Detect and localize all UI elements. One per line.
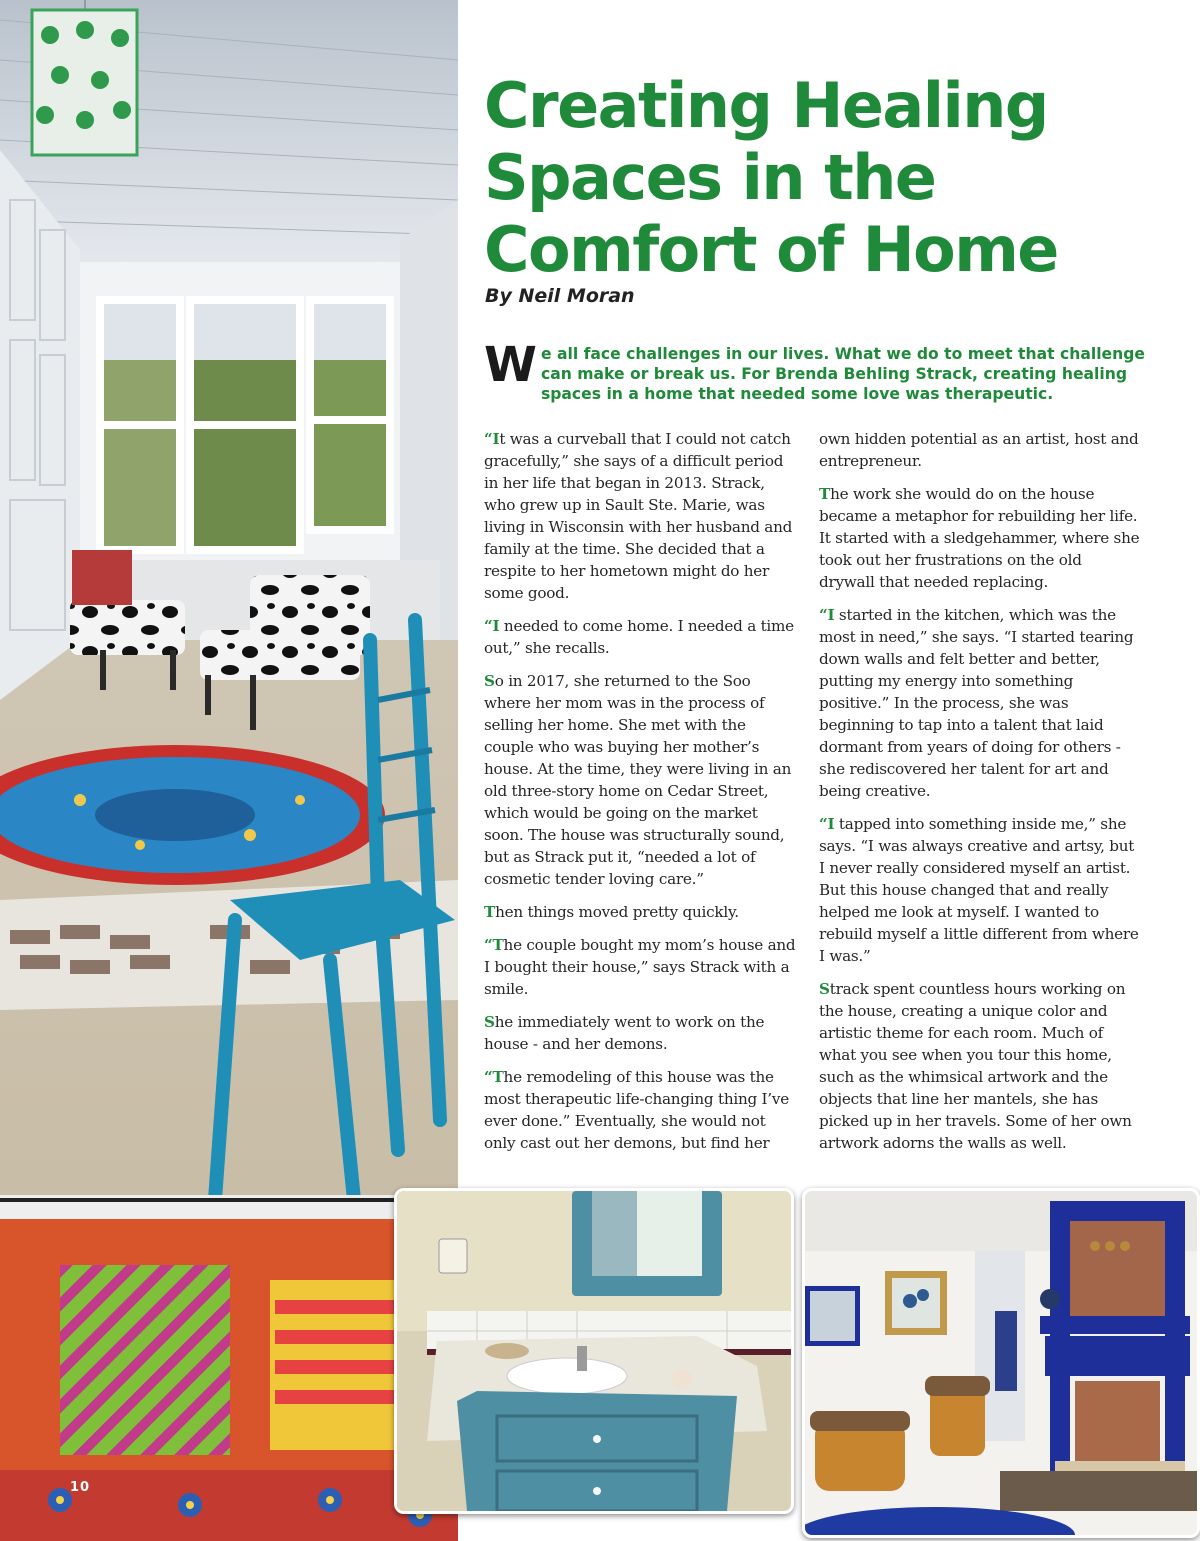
body-column-2 <box>819 428 1141 1165</box>
paragraph-lead: T <box>484 903 496 921</box>
paragraph-text: he work she would do on the house became a metaphor for rebuilding her life. It started with a sledgehammer, where she took out her frustrations on the old drywall that needed replacing. <box>819 485 1140 591</box>
drop-cap: W <box>484 337 537 393</box>
paragraph-text: he couple bought my mom’s house and I bought their house,” says Strack with a smile. <box>484 936 796 998</box>
paragraph-lead: “I <box>484 430 500 448</box>
paragraph-lead: T <box>819 485 831 503</box>
title-line: Comfort of Home <box>484 213 1058 286</box>
intro-text: e all face challenges in our lives. What we do to meet that challenge can make or break us. For Brenda Behling Strack, creating healing spaces in a home that needed some love was therapeutic. <box>540 345 1145 403</box>
body-paragraph <box>484 615 796 659</box>
paragraph-lead: “I <box>819 815 835 833</box>
intro-paragraph <box>484 337 1164 404</box>
paragraph-text: he remodeling of this house was the most therapeutic life-changing thing I’ve ever done.” Eventually, she would not only cast out her demons, but find her <box>484 1068 789 1152</box>
body-paragraph <box>819 978 1141 1154</box>
paragraph-text: started in the kitchen, which was the most in need,” she says. “I started tearing down walls and felt better and better, putting my energy into something positive.” In the process, she was beginning to tap into a talent that laid dormant from years of doing for others - she rediscovered her talent for art and being creative. <box>819 606 1134 800</box>
paragraph-text: hen things moved pretty quickly. <box>495 903 739 921</box>
paragraph-lead: “I <box>819 606 835 624</box>
paragraph-lead: S <box>819 980 830 998</box>
paragraph-lead: “T <box>484 936 504 954</box>
body-paragraph <box>819 483 1141 593</box>
article-title <box>484 70 1184 286</box>
body-paragraph <box>484 934 796 1000</box>
body-paragraph <box>819 428 1141 472</box>
title-line: Creating Healing <box>484 69 1048 142</box>
paragraph-lead: “T <box>484 1068 504 1086</box>
bedroom-fireplace-photo <box>802 1188 1200 1538</box>
paragraph-text: tapped into something inside me,” she says. “I was always creative and artsy, but I never really considered myself an artist. But this house changed that and really helped me look at myself. I wanted to rebuild myself a little different from where I was.” <box>819 815 1139 965</box>
bathroom-vanity-photo <box>394 1188 794 1514</box>
body-paragraph <box>819 604 1141 802</box>
paragraph-lead: S <box>484 1013 495 1031</box>
paragraph-lead: S <box>484 672 495 690</box>
paragraph-text: he immediately went to work on the house - and her demons. <box>484 1013 765 1053</box>
body-paragraph <box>484 670 796 890</box>
body-paragraph <box>484 1066 796 1154</box>
paragraph-text: o in 2017, she returned to the Soo where her mom was in the process of selling her home. She met with the couple who was buying her mother’s house. At the time, they were living in an old three-story home on Cedar Street, which would be going on the market soon. The house was structurally sound, but as Strack put it, “needed a lot of cosmetic tender loving care.” <box>484 672 792 888</box>
title-line: Spaces in the <box>484 141 936 214</box>
paragraph-text: own hidden potential as an artist, host and entrepreneur. <box>819 430 1139 470</box>
paragraph-lead: “I <box>484 617 500 635</box>
byline: By Neil Moran <box>485 285 635 307</box>
sunroom-photo <box>0 0 458 1541</box>
paragraph-text: needed to come home. I needed a time out,” she recalls. <box>484 617 794 657</box>
body-paragraph <box>484 1011 796 1055</box>
body-paragraph <box>484 428 796 604</box>
body-paragraph <box>484 901 796 923</box>
body-column-1 <box>484 428 796 1165</box>
paragraph-text: t was a curveball that I could not catch gracefully,” she says of a difficult period in her life that began in 2013. Strack, who grew up in Sault Ste. Marie, was living in Wisconsin with her husband and family at the time. She decided that a respite to her hometown might do her some good. <box>484 430 793 602</box>
body-paragraph <box>819 813 1141 967</box>
paragraph-text: track spent countless hours working on the house, creating a unique color and artistic theme for each room. Much of what you see when you tour this home, such as the whimsical artwork and the objects that line her mantels, she has picked up in her travels. Some of her own artwork adorns the walls as well. <box>819 980 1132 1152</box>
page-number: 10 <box>70 1480 91 1495</box>
